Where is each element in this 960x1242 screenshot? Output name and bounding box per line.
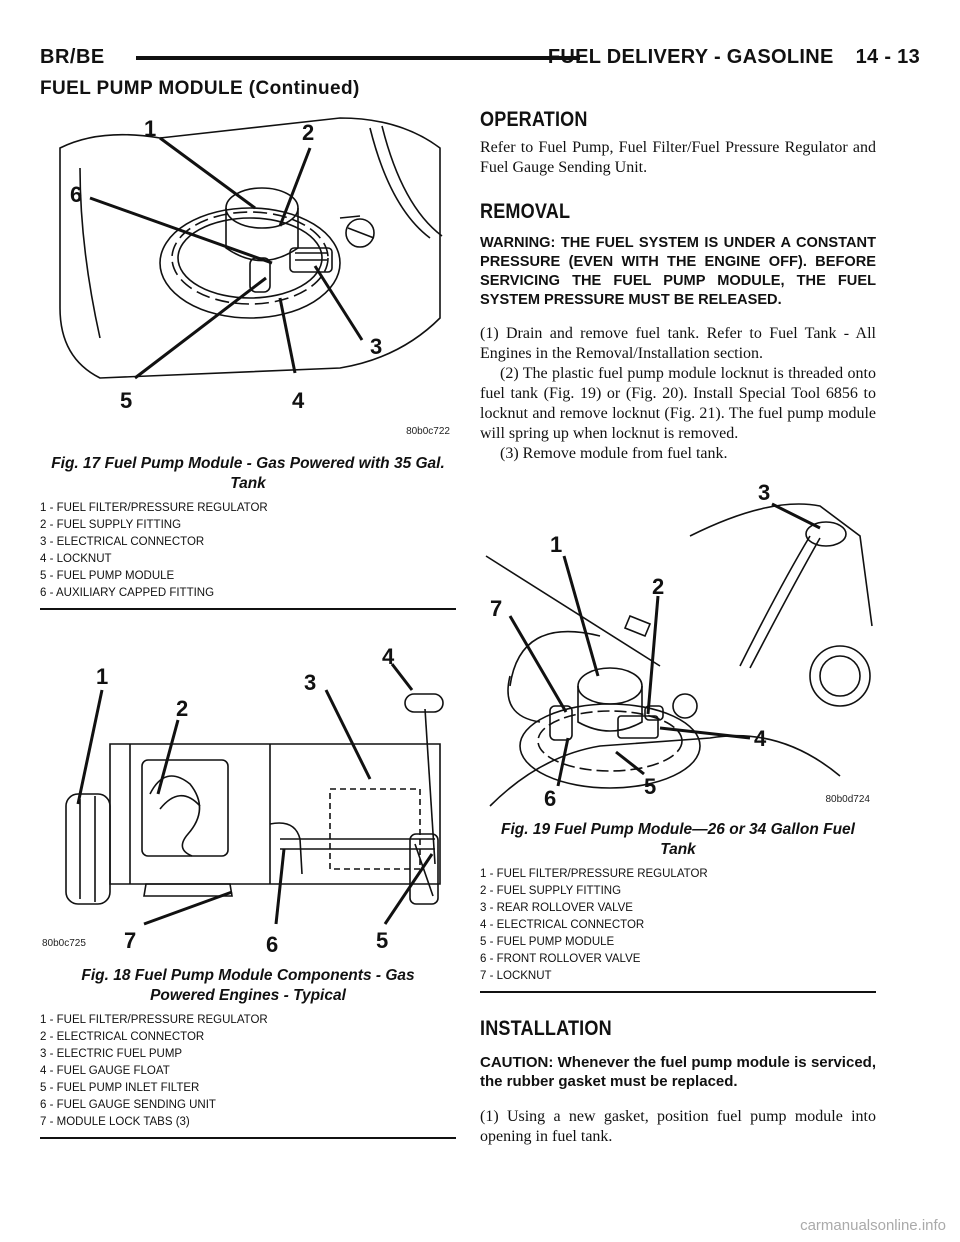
removal-step-2: (2) The plastic fuel pump module locknut is threaded onto fuel tank (Fig. 19) or (Fig. 20). Install Special Tool 6856 to locknut and remove locknut (Fig. 21). The fuel pump module will spring up when locknut is removed.: [480, 365, 876, 442]
watermark: carmanualsonline.info: [800, 1217, 946, 1234]
fig19-code: 80b0d724: [825, 794, 870, 805]
page-header: [40, 40, 920, 74]
legend-item: 5 - FUEL PUMP MODULE: [40, 570, 175, 582]
legend-item: 1 - FUEL FILTER/PRESSURE REGULATOR: [40, 502, 268, 514]
operation-heading: OPERATION: [480, 108, 588, 131]
fig17-callout-4: 4: [292, 388, 305, 413]
legend-item: 4 - LOCKNUT: [40, 553, 112, 565]
fig18-callout-4: 4: [382, 644, 395, 669]
fig18-callout-5: 5: [376, 928, 389, 953]
fig18-caption: Fig. 18 Fuel Pump Module Components - Gas Powered Engines - Typical: [81, 967, 415, 1004]
legend-item: 6 - FRONT ROLLOVER VALVE: [480, 953, 641, 965]
legend-item: 6 - AUXILIARY CAPPED FITTING: [40, 587, 215, 599]
legend-item: 2 - FUEL SUPPLY FITTING: [480, 885, 622, 897]
fig18-callout-2: 2: [176, 696, 189, 721]
fig18-code: 80b0c725: [42, 938, 86, 949]
fig19-callout-4: 4: [754, 726, 767, 751]
fig19-rule: [480, 991, 876, 993]
right-column: [480, 108, 876, 1147]
fig18-legend: [40, 1012, 456, 1131]
installation-step-1: (1) Using a new gasket, position fuel pump module into opening in fuel tank.: [480, 1108, 876, 1145]
legend-item: 5 - FUEL PUMP INLET FILTER: [40, 1082, 200, 1094]
fig17-legend: [40, 500, 456, 602]
legend-item: 2 - ELECTRICAL CONNECTOR: [40, 1031, 205, 1043]
fig19-legend: [480, 866, 876, 985]
fig17-callout-3: 3: [370, 334, 383, 359]
legend-item: 7 - MODULE LOCK TABS (3): [40, 1116, 190, 1128]
fig17-rule: [40, 608, 456, 610]
fig17-illustration: [40, 108, 456, 438]
legend-item: 3 - ELECTRIC FUEL PUMP: [40, 1048, 183, 1060]
removal-step-1: (1) Drain and remove fuel tank. Refer to Fuel Tank - All Engines in the Removal/Installation section.: [480, 325, 876, 362]
fig19-callout-7: 7: [490, 596, 503, 621]
removal-warning: WARNING: THE FUEL SYSTEM IS UNDER A CONSTANT PRESSURE (EVEN WITH THE ENGINE OFF). BEFORE SERVICING THE FUEL PUMP MODULE, THE FUEL SYSTEM PRESSURE MUST BE RELEASED.: [480, 235, 876, 308]
legend-item: 4 - ELECTRICAL CONNECTOR: [480, 919, 645, 931]
figure-18: [40, 634, 456, 1139]
removal-step-3: (3) Remove module from fuel tank.: [500, 445, 728, 462]
figure-19: [480, 476, 876, 993]
legend-item: 7 - LOCKNUT: [480, 970, 552, 982]
legend-item: 3 - ELECTRICAL CONNECTOR: [40, 536, 205, 548]
section-title: [548, 46, 920, 69]
legend-item: 5 - FUEL PUMP MODULE: [480, 936, 615, 948]
legend-item: 3 - REAR ROLLOVER VALVE: [480, 902, 633, 914]
fig19-callout-2: 2: [652, 574, 665, 599]
fig19-callout-6: 6: [544, 786, 557, 811]
fig18-callout-1: 1: [96, 664, 109, 689]
legend-item: 1 - FUEL FILTER/PRESSURE REGULATOR: [480, 868, 708, 880]
fig17-callout-2: 2: [302, 120, 315, 145]
fig18-illustration: [40, 634, 456, 957]
operation-text: Refer to Fuel Pump, Fuel Filter/Fuel Pressure Regulator and Fuel Gauge Sending Unit.: [480, 139, 876, 176]
section-name: FUEL DELIVERY - GASOLINE: [547, 46, 834, 68]
fig18-rule: [40, 1137, 456, 1139]
fig19-illustration: [480, 476, 876, 816]
fig18-callout-3: 3: [304, 670, 317, 695]
fig19-caption: Fig. 19 Fuel Pump Module—26 or 34 Gallon Fuel Tank: [501, 821, 855, 858]
left-column: [40, 108, 456, 1139]
fig19-callout-1: 1: [550, 532, 563, 557]
fig17-callout-1: 1: [144, 116, 157, 141]
vehicle-code: BR/BE: [40, 46, 105, 68]
legend-item: 6 - FUEL GAUGE SENDING UNIT: [40, 1099, 216, 1111]
header-rule: [136, 56, 580, 60]
continued-title: FUEL PUMP MODULE (Continued): [40, 78, 360, 99]
fig19-callout-3: 3: [758, 480, 771, 505]
fig17-caption: Fig. 17 Fuel Pump Module - Gas Powered with 35 Gal. Tank: [51, 455, 445, 492]
fig18-callout-7: 7: [124, 928, 137, 953]
page-number: 14 - 13: [855, 46, 920, 68]
legend-item: 1 - FUEL FILTER/PRESSURE REGULATOR: [40, 1014, 268, 1026]
installation-heading: INSTALLATION: [480, 1017, 612, 1040]
fig17-callout-5: 5: [120, 388, 133, 413]
fig19-callout-5: 5: [644, 774, 657, 799]
legend-item: 2 - FUEL SUPPLY FITTING: [40, 519, 182, 531]
legend-item: 4 - FUEL GAUGE FLOAT: [40, 1065, 170, 1077]
figure-17: [40, 108, 456, 610]
removal-heading: REMOVAL: [480, 200, 571, 223]
fig17-code: 80b0c722: [406, 426, 450, 437]
fig17-callout-6: 6: [70, 182, 83, 207]
fig18-callout-6: 6: [266, 932, 279, 957]
installation-caution: CAUTION: Whenever the fuel pump module is serviced, the rubber gasket must be replaced.: [480, 1054, 876, 1090]
